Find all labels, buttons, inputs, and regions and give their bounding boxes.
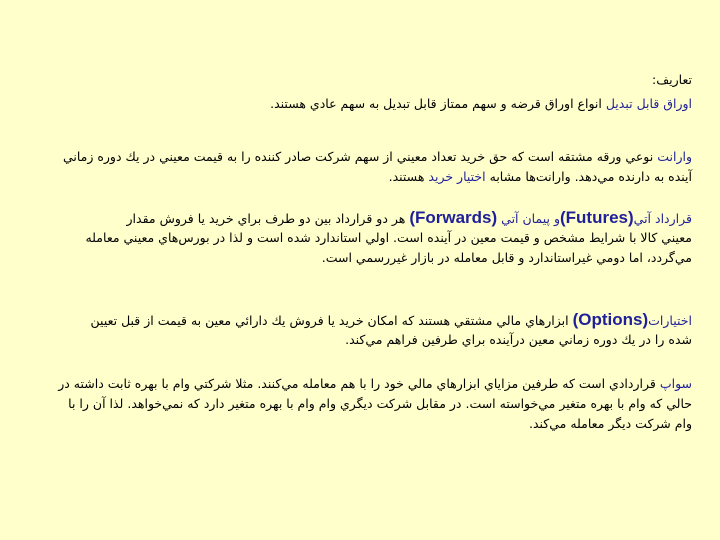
futures-latin: (Futures) [559,208,634,227]
swap-definition-line1: قراردادي است كه طرفين مزاياي ابزارهاي مالي خود را با هم معامله مي‌كنند. مثلا شركتي وام با بهره ثابت داشته در [58,376,656,391]
convertible-securities-term: اوراق قابل تبديل [605,96,692,111]
warrant-definition-line1: نوعي ورقه مشتقه است كه حق خريد تعداد معيني از سهم شركت صادر كننده را به قيمت معيني در يك دوره زماني [62,149,654,164]
swap-term: سواپ [659,376,692,391]
futures-definition-line3: مي‌گردد، اما دومي غيراستاندارد و قابل معامله در بازار غيررسمي است. [321,250,692,265]
warrant-term: وارانت [657,149,692,164]
forwards-latin: (Forwards) [409,208,498,227]
futures-forwards-paragraph [28,208,692,268]
options-definition-line1: ابزارهاي مالي مشتقي هستند كه امكان خريد يا فروش يك دارائي معين به قيمت از قبل تعيين [90,313,569,328]
futures-definition-line1: هر دو قرارداد بين دو طرف براي خريد يا فروش مقدار [126,211,406,226]
swap-definition-line2: حالي كه وام با بهره متغير مي‌خواسته است. در مقابل شركت ديگري وام وام با بهره متغير دارد كه نمي‌خواهد. لذا آن را با [68,396,692,411]
options-definition-line2: شده را در يك دوره زماني معين درآينده براي طرفين فراهم مي‌كند. [345,332,692,347]
convertible-securities-definition: انواع اوراق قرضه و سهم ممتاز قابل تبديل به سهم عادي هستند. [270,96,602,111]
options-latin: (Options) [572,310,649,329]
options-paragraph [28,310,692,350]
swap-definition-line3: وام شركت ديگر معامله مي‌كند. [528,416,692,431]
heading-text: تعاريف: [652,72,692,87]
futures-term: قرارداد آتي [633,211,692,226]
options-term: اختيارات [648,313,692,328]
definitions-heading [28,70,692,90]
call-option-highlight: اختيار خريد [428,169,486,184]
forwards-term: و پيمان آتي [501,211,560,226]
warrant-definition-line2-start: آينده به دارنده مي‌دهد. وارانت‌ها مشابه [489,169,692,184]
futures-definition-line2: معيني كالا با شرايط مشخص و قيمت معين در آينده است. اولي استاندارد شده است و لذا در بورس‌هاي معيني معامله [85,230,692,245]
convertible-securities-paragraph [28,94,692,114]
warrant-definition-line2-end: هستند. [388,169,425,184]
warrant-paragraph [28,147,692,187]
swap-paragraph [28,374,692,434]
